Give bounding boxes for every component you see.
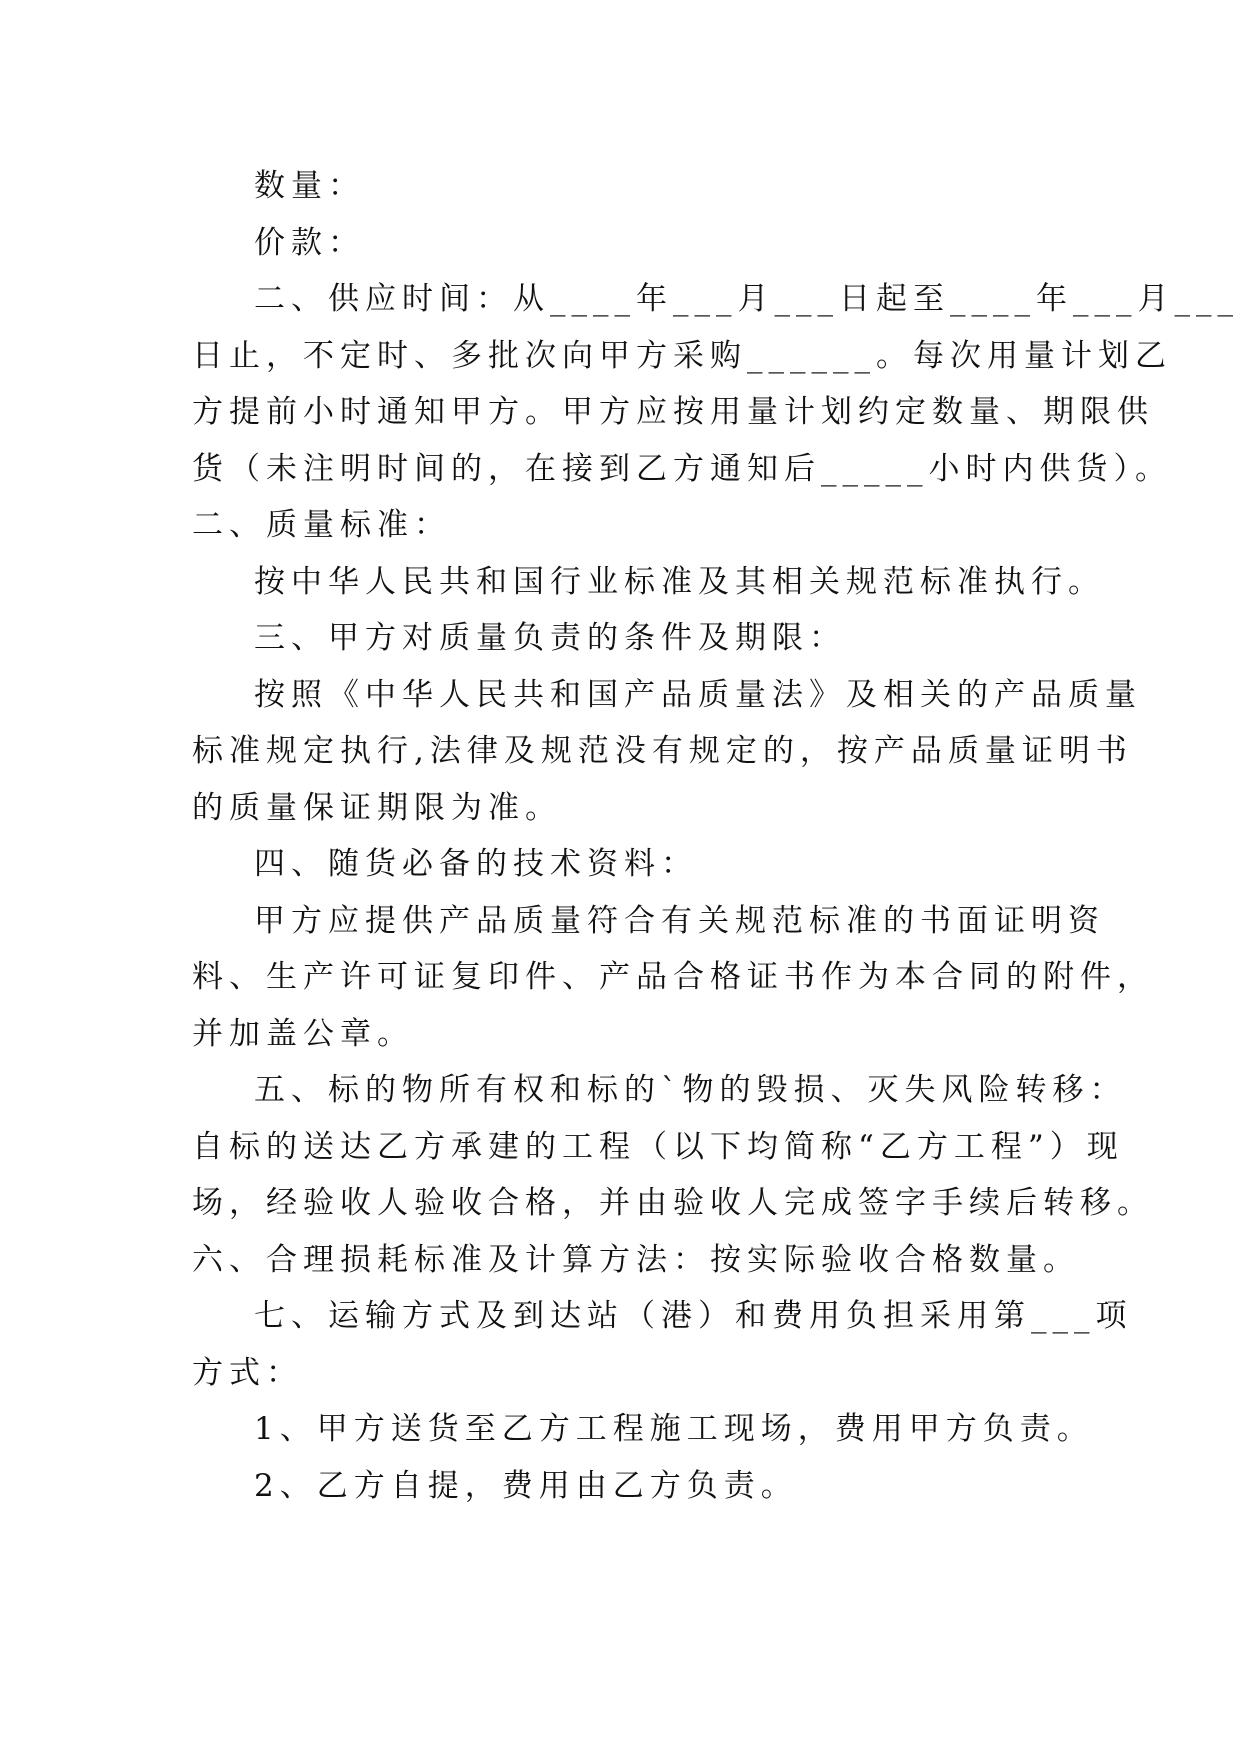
supply-time-line-3: 方提前小时通知甲方。甲方应按用量计划约定数量、期限供	[192, 394, 1154, 430]
technical-docs-line-1: 甲方应提供产品质量符合有关规范标准的书面证明资	[254, 903, 1105, 939]
ownership-risk-heading: 五、标的物所有权和标的`物的毁损、灭失风险转移：	[254, 1072, 1127, 1108]
supply-time-line-4: 货（未注明时间的，在接到乙方通知后_____小时内供货）。	[192, 451, 1172, 487]
price-label: 价款：	[254, 225, 365, 261]
quantity-label: 数量：	[254, 168, 365, 204]
quality-standard-heading: 二、质量标准：	[192, 507, 451, 543]
supply-time-line-2: 日止，不定时、多批次向甲方采购______。每次用量计划乙	[192, 338, 1172, 374]
quality-responsibility-heading: 三、甲方对质量负责的条件及期限：	[254, 620, 846, 656]
quality-responsibility-line-2: 标准规定执行,法律及规范没有规定的，按产品质量证明书	[192, 733, 1133, 769]
ownership-risk-line-1: 自标的送达乙方承建的工程（以下均简称“乙方工程”）现	[192, 1129, 1124, 1165]
technical-docs-line-2: 料、生产许可证复印件、产品合格证书作为本合同的附件，	[192, 959, 1154, 995]
quality-responsibility-line-1: 按照《中华人民共和国产品质量法》及相关的产品质量	[254, 677, 1142, 713]
quality-responsibility-line-3: 的质量保证期限为准。	[192, 790, 562, 826]
technical-docs-line-3: 并加盖公章。	[192, 1016, 414, 1052]
transport-heading-line-1: 七、运输方式及到达站（港）和费用负担采用第___项	[254, 1298, 1133, 1334]
transport-heading-line-2: 方式：	[192, 1355, 303, 1391]
ownership-risk-line-2: 场，经验收人验收合格，并由验收人完成签字手续后转移。	[192, 1185, 1154, 1221]
transport-option-1: 1、甲方送货至乙方工程施工现场，费用甲方负责。	[254, 1411, 1094, 1447]
loss-standard-line: 六、合理损耗标准及计算方法：按实际验收合格数量。	[192, 1242, 1080, 1278]
transport-option-2: 2、乙方自提，费用由乙方负责。	[254, 1468, 798, 1504]
technical-docs-heading: 四、随货必备的技术资料：	[254, 846, 698, 882]
supply-time-line-1: 二、供应时间：从____年___月___日起至____年___月___	[254, 281, 1239, 317]
quality-standard-text: 按中华人民共和国行业标准及其相关规范标准执行。	[254, 564, 1105, 600]
